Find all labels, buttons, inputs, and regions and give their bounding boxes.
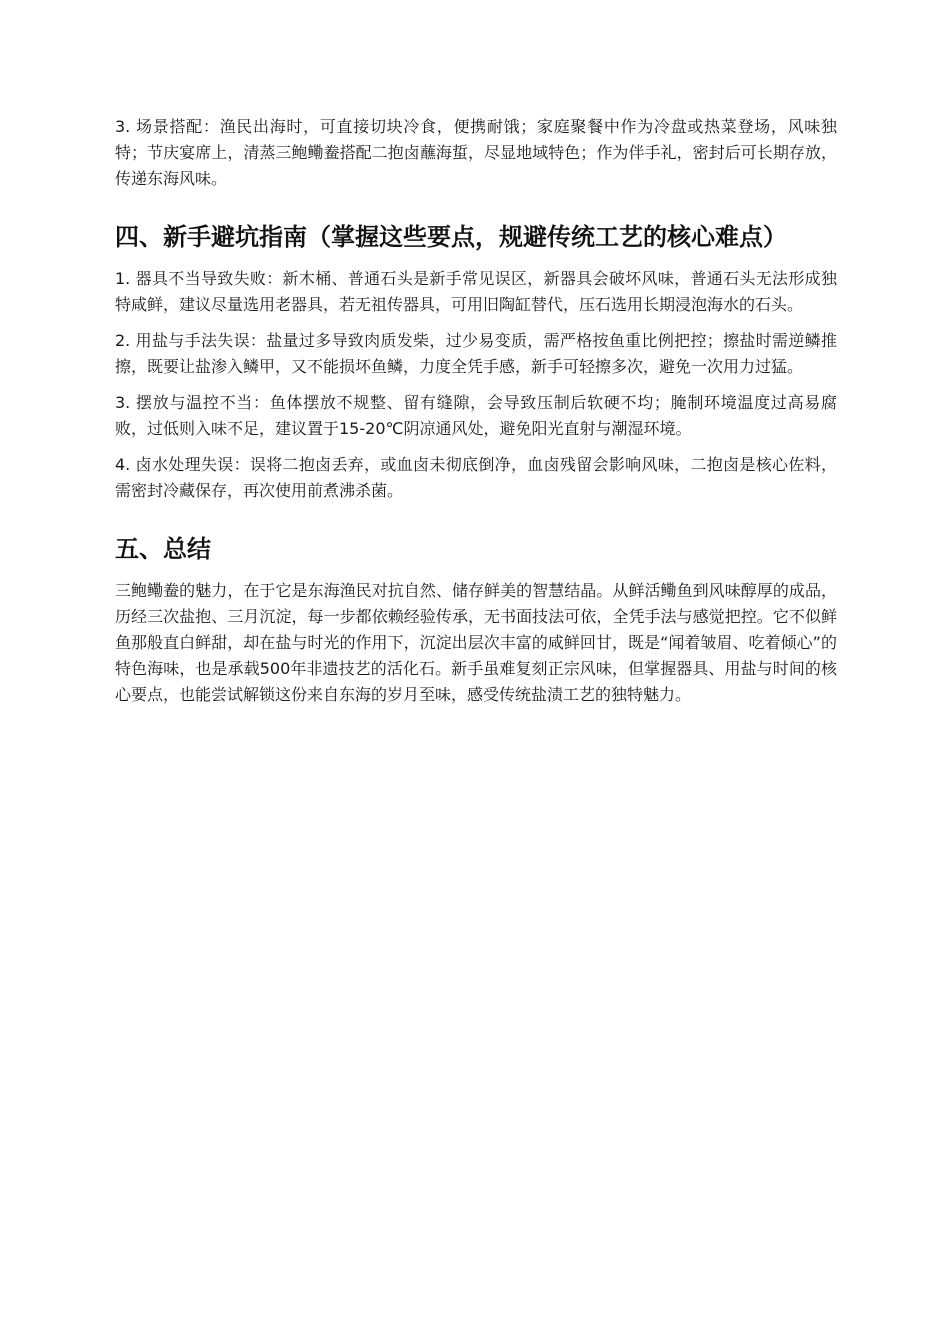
pitfall-item-1: 1. 器具不当导致失败：新木桶、普通石头是新手常见误区，新器具会破坏风味，普通石头无法形成独特咸鲜，建议尽量选用老器具，若无祖传器具，可用旧陶缸替代，压石选用长期浸泡海水的石头。	[115, 269, 837, 314]
scene-pairing-paragraph: 3. 场景搭配：渔民出海时，可直接切块冷食，便携耐饿；家庭聚餐中作为冷盘或热菜登场，风味独特；节庆宴席上，清蒸三鲍鳓鲞搭配二抱卤蘸海蜇，尽显地域特色；作为伴手礼，密封后可长期存放，传递东海风味。	[115, 117, 837, 188]
pitfall-item-2: 2. 用盐与手法失误：盐量过多导致肉质发柴，过少易变质，需严格按鱼重比例把控；擦盐时需逆鳞推擦，既要让盐渗入鳞甲，又不能损坏鱼鳞，力度全凭手感，新手可轻擦多次，避免一次用力过猛。	[115, 331, 837, 376]
pitfall-item-4: 4. 卤水处理失误：误将二抱卤丢弃，或血卤未彻底倒净，血卤残留会影响风味，二抱卤是核心佐料，需密封冷藏保存，再次使用前煮沸杀菌。	[115, 455, 837, 500]
summary-paragraph: 三鲍鳓鲞的魅力，在于它是东海渔民对抗自然、储存鲜美的智慧结晶。从鲜活鳓鱼到风味醇厚的成品，历经三次盐抱、三月沉淀，每一步都依赖经验传承，无书面技法可依，全凭手法与感觉把控。它不似鲜鱼那般直白鲜甜，却在盐与时光的作用下，沉淀出层次丰富的咸鲜回甘，既是“闻着皱眉、吃着倾心”的特色海味，也是承载500年非遗技艺的活化石。新手虽难复刻正宗风味，但掌握器具、用盐与时间的核心要点，也能尝试解锁这份来自东海的岁月至味，感受传统盐渍工艺的独特魅力。	[115, 581, 837, 704]
document-page	[115, 114, 837, 717]
section-4-heading: 四、新手避坑指南（掌握这些要点，规避传统工艺的核心难点）	[115, 223, 787, 251]
section-5-heading: 五、总结	[115, 535, 211, 563]
pitfall-item-3: 3. 摆放与温控不当：鱼体摆放不规整、留有缝隙，会导致压制后软硬不均；腌制环境温度过高易腐败，过低则入味不足，建议置于15-20℃阴凉通风处，避免阳光直射与潮湿环境。	[115, 393, 837, 438]
